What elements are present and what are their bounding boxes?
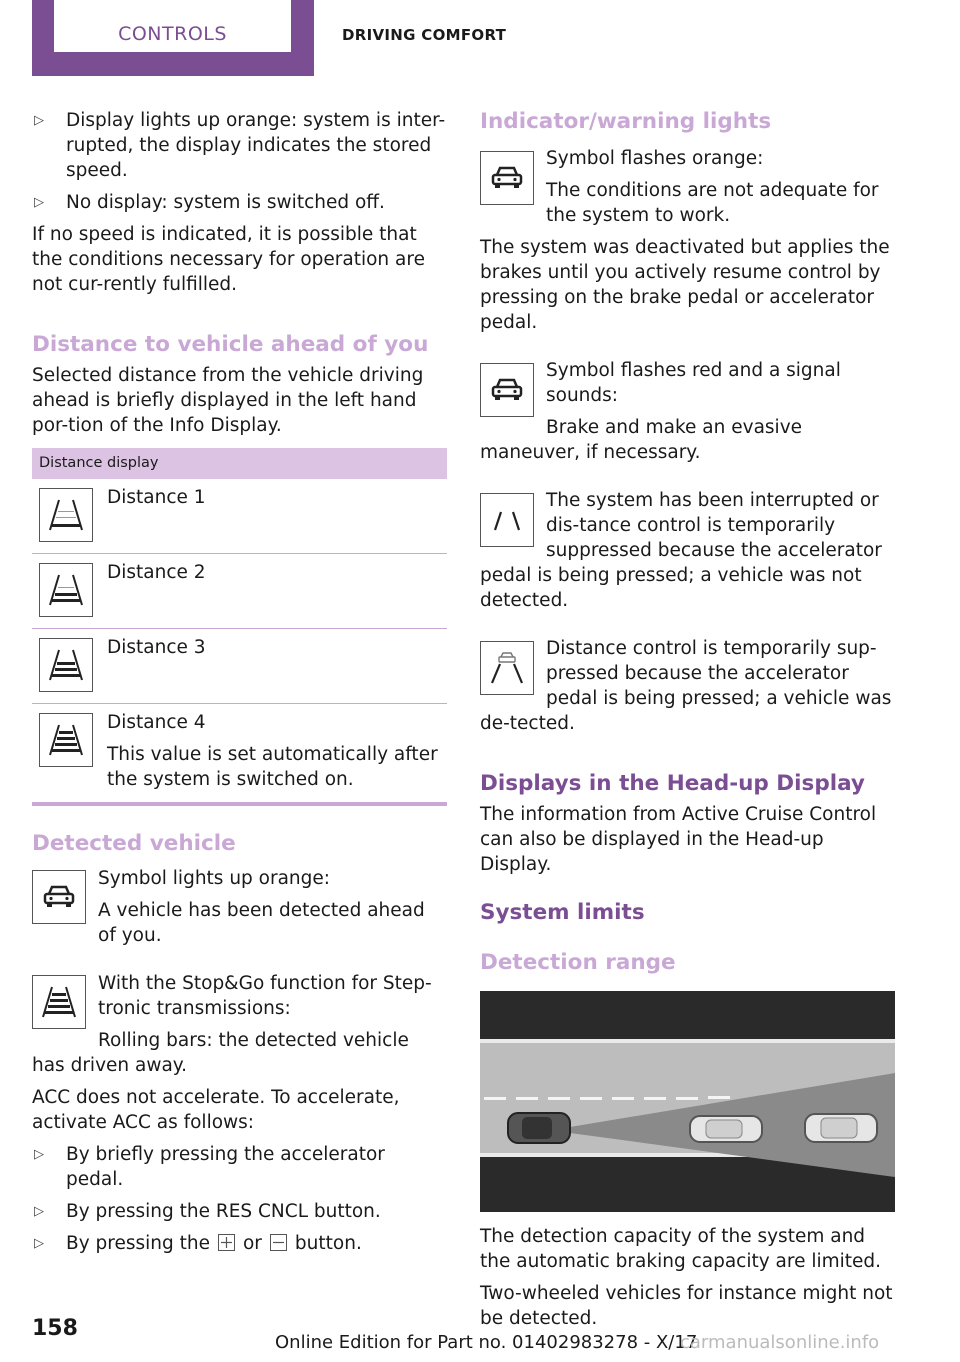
table-row bbox=[32, 704, 447, 806]
list-item: ▷ No display: system is switched off. bbox=[34, 192, 385, 213]
distance-3-icon bbox=[39, 638, 93, 692]
table-header: Distance display bbox=[32, 448, 447, 479]
header-tab bbox=[32, 0, 314, 76]
edition-text: Online Edition for Part no. 01402983278 - X/17 bbox=[275, 1332, 698, 1353]
lane-lines-icon bbox=[480, 493, 534, 547]
paragraph: The system has been interrupted or dis-tance control is temporarily suppressed because the accelerator pedal is being pressed; a vehicle was not detected. bbox=[480, 490, 882, 611]
distance-4-icon bbox=[39, 713, 93, 767]
paragraph: Symbol flashes orange: bbox=[546, 148, 764, 169]
car-warning-icon bbox=[480, 151, 534, 205]
paragraph: A vehicle has been detected ahead of you. bbox=[98, 900, 425, 946]
row-note: This value is set automatically after the system is switched on. bbox=[107, 744, 438, 790]
heading-indicator-lights: Indicator/warning lights bbox=[480, 109, 772, 134]
watermark: carmanualsonline.info bbox=[680, 1332, 880, 1353]
left-column bbox=[32, 108, 447, 1263]
list-item: ▷ By pressing the RES CNCL button. bbox=[34, 1201, 381, 1222]
plus-button-icon bbox=[218, 1234, 235, 1251]
paragraph: Brake and make an evasive maneuver, if necessary. bbox=[480, 417, 803, 463]
list-item: ▷ By briefly pressing the accelerator pedal. bbox=[34, 1144, 385, 1190]
heading-system-limits: System limits bbox=[480, 900, 645, 925]
paragraph: Rolling bars: the detected vehicle has driven away. bbox=[32, 1030, 409, 1076]
table-row bbox=[32, 479, 447, 554]
distance-1-icon bbox=[39, 488, 93, 542]
distance-2-icon bbox=[39, 563, 93, 617]
table-row bbox=[32, 629, 447, 704]
heading-detected-vehicle: Detected vehicle bbox=[32, 831, 236, 856]
bullet-triangle-icon: ▷ bbox=[34, 195, 44, 210]
paragraph: Symbol flashes red and a signal sounds: bbox=[546, 360, 841, 406]
paragraph: The conditions are not adequate for the system to work. bbox=[546, 180, 879, 226]
paragraph: The information from Active Cruise Control can also be displayed in the Head-up Display. bbox=[480, 804, 877, 875]
bullet-triangle-icon: ▷ bbox=[34, 1147, 44, 1162]
paragraph: Distance control is temporarily sup-pressed because the accelerator pedal is being pressed; a vehicle was de-tected. bbox=[480, 638, 892, 734]
list-item: ▷ Display lights up orange: system is inter-rupted, the display indicates the stored speed. bbox=[34, 110, 446, 181]
detection-range-illustration bbox=[480, 991, 895, 1212]
table-row bbox=[32, 554, 447, 629]
row-label: Distance 3 bbox=[107, 637, 206, 658]
bullet-triangle-icon: ▷ bbox=[34, 1204, 44, 1219]
list-item: ▷ By pressing the or button. bbox=[34, 1233, 362, 1254]
lane-car-icon bbox=[480, 641, 534, 695]
minus-button-icon bbox=[270, 1234, 287, 1251]
bullet-triangle-icon: ▷ bbox=[34, 113, 44, 128]
paragraph: Two-wheeled vehicles for instance might not be detected. bbox=[480, 1283, 893, 1329]
paragraph: ACC does not accelerate. To accelerate, activate ACC as follows: bbox=[32, 1087, 400, 1133]
paragraph: Selected distance from the vehicle driving ahead is briefly displayed in the left hand por-tion of the Info Display. bbox=[32, 365, 424, 436]
subsection-title: DRIVING COMFORT bbox=[342, 26, 507, 44]
car-icon bbox=[32, 870, 86, 924]
paragraph: The system was deactivated but applies the brakes until you actively resume control by pressing on the brake pedal or accelerator pedal. bbox=[480, 237, 890, 333]
heading-distance: Distance to vehicle ahead of you bbox=[32, 332, 429, 357]
paragraph: With the Stop&Go function for Step-tronic transmissions: bbox=[98, 973, 432, 1019]
car-red-warning-icon bbox=[480, 363, 534, 417]
row-label: Distance 4 bbox=[107, 712, 206, 733]
right-column bbox=[480, 108, 895, 1331]
heading-detection-range: Detection range bbox=[480, 950, 676, 975]
paragraph: If no speed is indicated, it is possible that the conditions necessary for operation are not cur-rently fulfilled. bbox=[32, 224, 425, 295]
paragraph: Symbol lights up orange: bbox=[98, 868, 331, 889]
paragraph: The detection capacity of the system and the automatic braking capacity are limited. bbox=[480, 1226, 882, 1272]
page-number: 158 bbox=[32, 1316, 78, 1341]
heading-hud: Displays in the Head-up Display bbox=[480, 771, 865, 796]
section-title: CONTROLS bbox=[54, 0, 291, 52]
rolling-bars-icon bbox=[32, 975, 86, 1029]
bullet-triangle-icon: ▷ bbox=[34, 1236, 44, 1251]
row-label: Distance 2 bbox=[107, 562, 206, 583]
row-label: Distance 1 bbox=[107, 487, 206, 508]
